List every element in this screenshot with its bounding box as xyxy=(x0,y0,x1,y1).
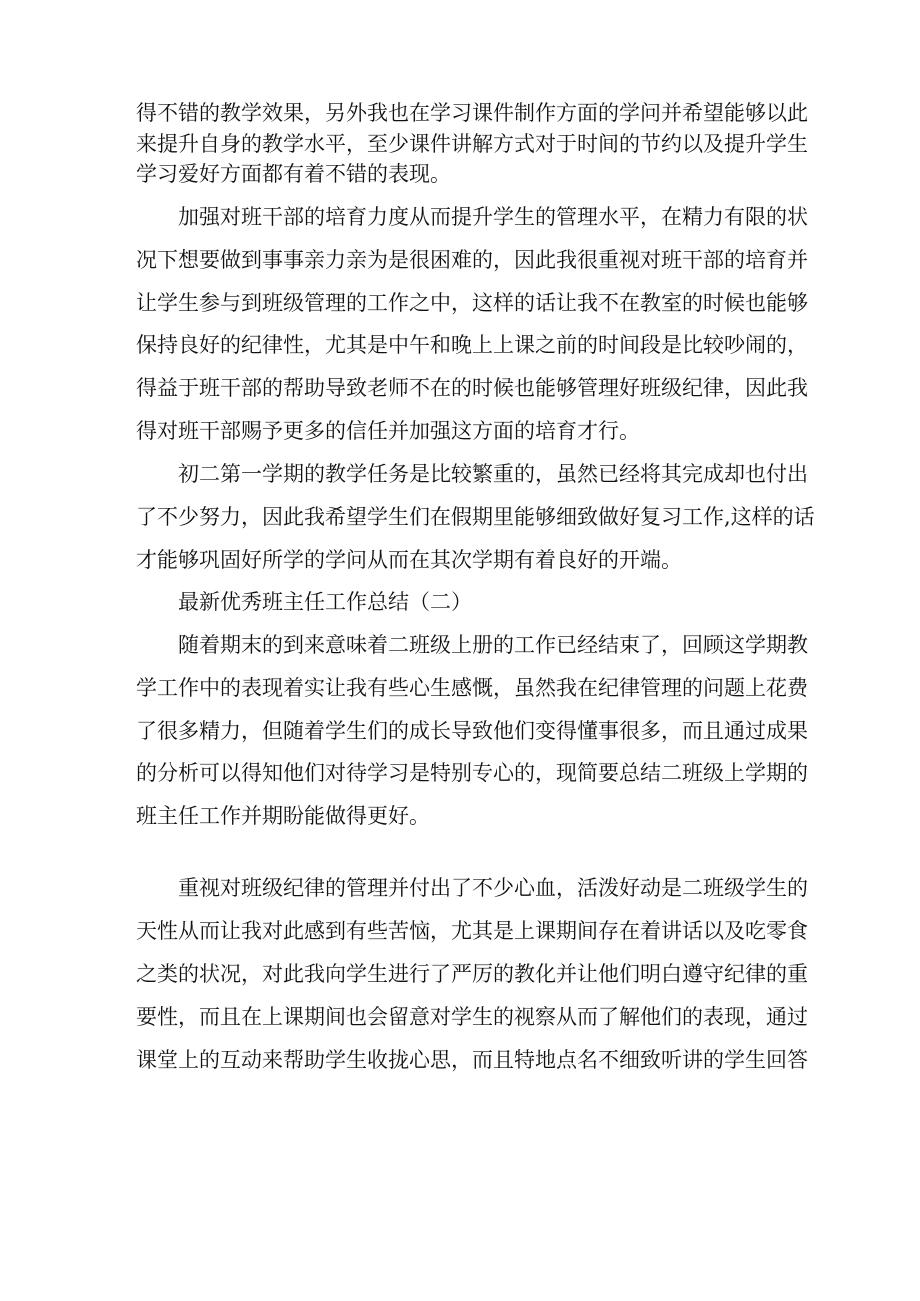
section-heading: 最新优秀班主任工作总结（二） xyxy=(178,590,472,614)
text-line: 让学生参与到班级管理的工作之中，这样的话让我不在教室的时候也能够 xyxy=(136,291,808,315)
text-line: 加强对班干部的培育力度从而提升学生的管理水平，在精力有限的状 xyxy=(178,205,808,229)
text-line: 了很多精力，但随着学生们的成长导致他们变得懂事很多，而且通过成果 xyxy=(136,719,808,743)
text-line: 重视对班级纪律的管理并付出了不少心血，活泼好动是二班级学生的 xyxy=(178,876,808,900)
text-line: 况下想要做到事事亲力亲为是很困难的，因此我很重视对班干部的培育并 xyxy=(136,248,808,272)
text-line: 学工作中的表现着实让我有些心生感慨，虽然我在纪律管理的问题上花费 xyxy=(136,676,808,700)
text-line: 随着期末的到来意味着二班级上册的工作已经结束了，回顾这学期教 xyxy=(178,633,808,657)
text-line: 天性从而让我对此感到有些苦恼，尤其是上课期间存在着讲话以及吃零食 xyxy=(136,919,808,943)
text-line: 得对班干部赐予更多的信任并加强这方面的培育才行。 xyxy=(136,419,640,443)
text-line: 课堂上的互动来帮助学生收拢心思，而且特地点名不细致听讲的学生回答 xyxy=(136,1048,808,1072)
text-line: 学习爱好方面都有着不错的表现。 xyxy=(136,162,451,186)
text-line: 得不错的教学效果，另外我也在学习课件制作方面的学问并希望能够以此 xyxy=(136,101,808,125)
text-line: 班主任工作并期盼能做得更好。 xyxy=(136,804,430,828)
text-line: 了不少努力，因此我希望学生们在假期里能够细致做好复习工作,这样的话 xyxy=(136,505,815,529)
text-line: 的分析可以得知他们对待学习是特别专心的，现简要总结二班级上学期的 xyxy=(136,761,808,785)
text-line: 要性，而且在上课期间也会留意对学生的视察从而了解他们的表现，通过 xyxy=(136,1005,808,1029)
text-line: 得益于班干部的帮助导致老师不在的时候也能够管理好班级纪律，因此我 xyxy=(136,376,808,400)
text-line: 之类的状况，对此我向学生进行了严厉的教化并让他们明白遵守纪律的重 xyxy=(136,962,808,986)
text-line: 才能够巩固好所学的学问从而在其次学期有着良好的开端。 xyxy=(136,548,682,572)
text-line: 保持良好的纪律性，尤其是中午和晚上上课之前的时间段是比较吵闹的， xyxy=(136,333,808,357)
text-line: 来提升自身的教学水平，至少课件讲解方式对于时间的节约以及提升学生 xyxy=(136,132,808,156)
text-line: 初二第一学期的教学任务是比较繁重的，虽然已经将其完成却也付出 xyxy=(178,462,808,486)
